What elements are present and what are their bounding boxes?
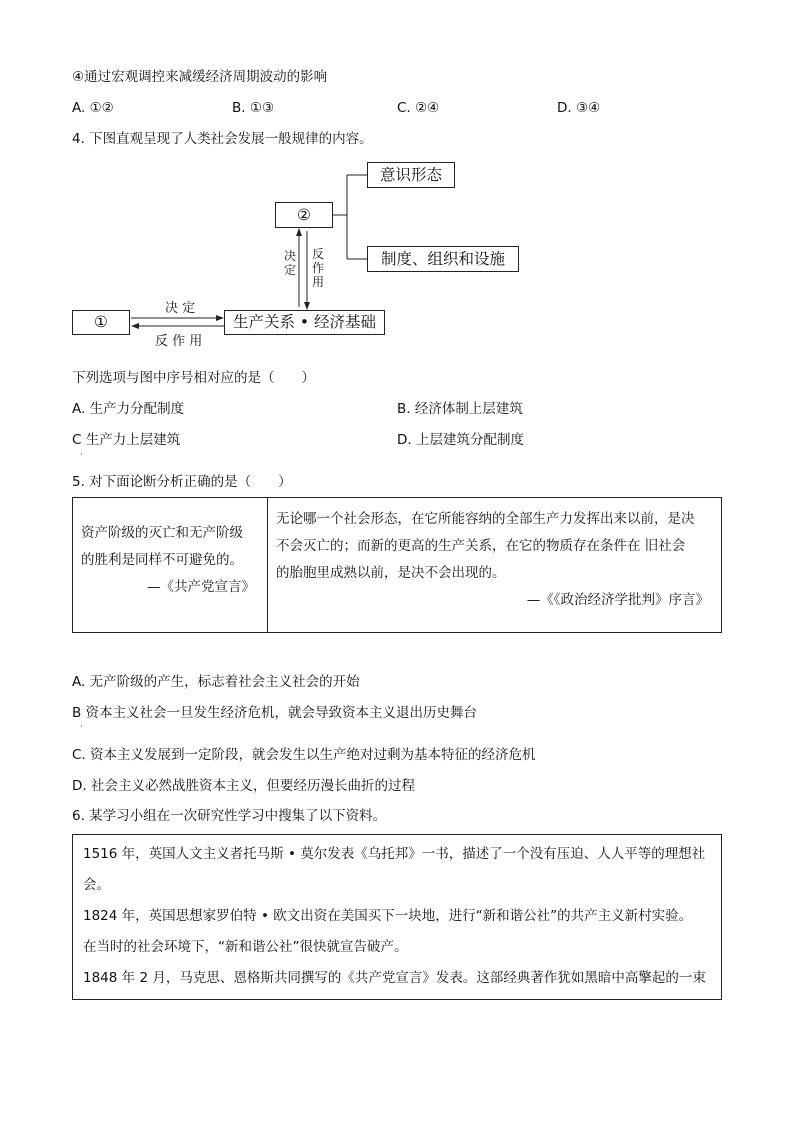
- q4-option-d: D. 上层建筑分配制度: [397, 432, 524, 448]
- left-quote-source: —《共产党宣言》: [147, 579, 255, 595]
- q3-item-4: ④通过宏观调控来减缓经济周期波动的影响: [72, 69, 328, 85]
- stray-dot: ·: [80, 450, 83, 459]
- q6-stem: 6. 某学习小组在一次研究性学习中搜集了以下资料。: [72, 808, 387, 824]
- q4-stem: 4. 下图直观呈现了人类社会发展一般规律的内容。: [72, 131, 373, 147]
- left-quote-line: 的胜利是同样不可避免的。: [81, 552, 243, 568]
- q5-option-b: B 资本主义社会一旦发生经济危机，就会导致资本主义退出历史舞台: [72, 705, 478, 721]
- right-quote-line: 的胎胞里成熟以前，是决不会出现的。: [276, 565, 506, 581]
- q5-stem: 5. 对下面论断分析正确的是（ ）: [72, 474, 292, 490]
- react-vertical-label: 反作用: [311, 247, 324, 289]
- material-line: 1824 年，英国思想家罗伯特 • 欧文出资在美国买下一块地，进行“新和谐公社”的共产主义新村实验。: [83, 908, 693, 924]
- left-quote-line: 资产阶级的灭亡和无产阶级: [81, 525, 243, 541]
- node-1: ①: [72, 310, 130, 335]
- right-quote-line: 不会灭亡的；而新的更高的生产关系，在它的物质存在条件在 旧社会: [276, 538, 686, 554]
- q3-option-b: B. ①③: [232, 100, 275, 116]
- material-line: 1516 年，英国人文主义者托马斯 • 莫尔发表《乌托邦》一书，描述了一个没有压迫、人人平等的理想社: [83, 846, 706, 862]
- q4-question: 下列选项与图中序号相对应的是（ ）: [72, 370, 315, 386]
- material-line: 在当时的社会环境下，“新和谐公社”很快就宣告破产。: [83, 939, 408, 955]
- q5-option-c: C. 资本主义发展到一定阶段，就会发生以生产绝对过剩为基本特征的经济危机: [72, 747, 536, 763]
- q5-option-d: D. 社会主义必然战胜资本主义，但要经历漫长曲折的过程: [72, 778, 415, 794]
- q3-option-a: A. ①②: [72, 100, 114, 116]
- material-line: 会。: [83, 877, 110, 893]
- q3-option-d: D. ③④: [557, 100, 601, 116]
- q6-materials-box: [72, 834, 722, 1000]
- react-horizontal-label: 反 作 用: [155, 334, 203, 349]
- institutions-node: 制度、组织和设施: [367, 246, 519, 272]
- base-node: 生产关系 • 经济基础: [224, 310, 385, 335]
- decide-vertical-label: 决定: [283, 249, 296, 277]
- right-quote-line: 无论哪一个社会形态，在它所能容纳的全部生产力发挥出来以前，是决: [276, 511, 695, 527]
- decide-horizontal-label: 决 定: [165, 301, 196, 316]
- q4-option-a: A. 生产力分配制度: [72, 401, 185, 417]
- right-quote-cell: [268, 498, 722, 633]
- left-quote-cell: [73, 498, 268, 633]
- node-2: ②: [275, 202, 333, 228]
- q5-quote-table: [72, 497, 722, 633]
- right-quote-source: —《《政治经济学批判》序言》: [526, 592, 709, 608]
- ideology-node: 意识形态: [367, 162, 455, 188]
- material-line: 1848 年 2 月，马克思、恩格斯共同撰写的《共产党宣言》发表。这部经典著作犹如黑暗中高擎起的一束: [83, 970, 706, 986]
- q4-option-b: B. 经济体制上层建筑: [397, 401, 523, 417]
- q5-option-a: A. 无产阶级的产生，标志着社会主义社会的开始: [72, 674, 360, 690]
- q3-option-c: C. ②④: [397, 100, 440, 116]
- q4-option-c: C 生产力上层建筑: [72, 432, 181, 448]
- stray-dot: ·: [80, 722, 83, 731]
